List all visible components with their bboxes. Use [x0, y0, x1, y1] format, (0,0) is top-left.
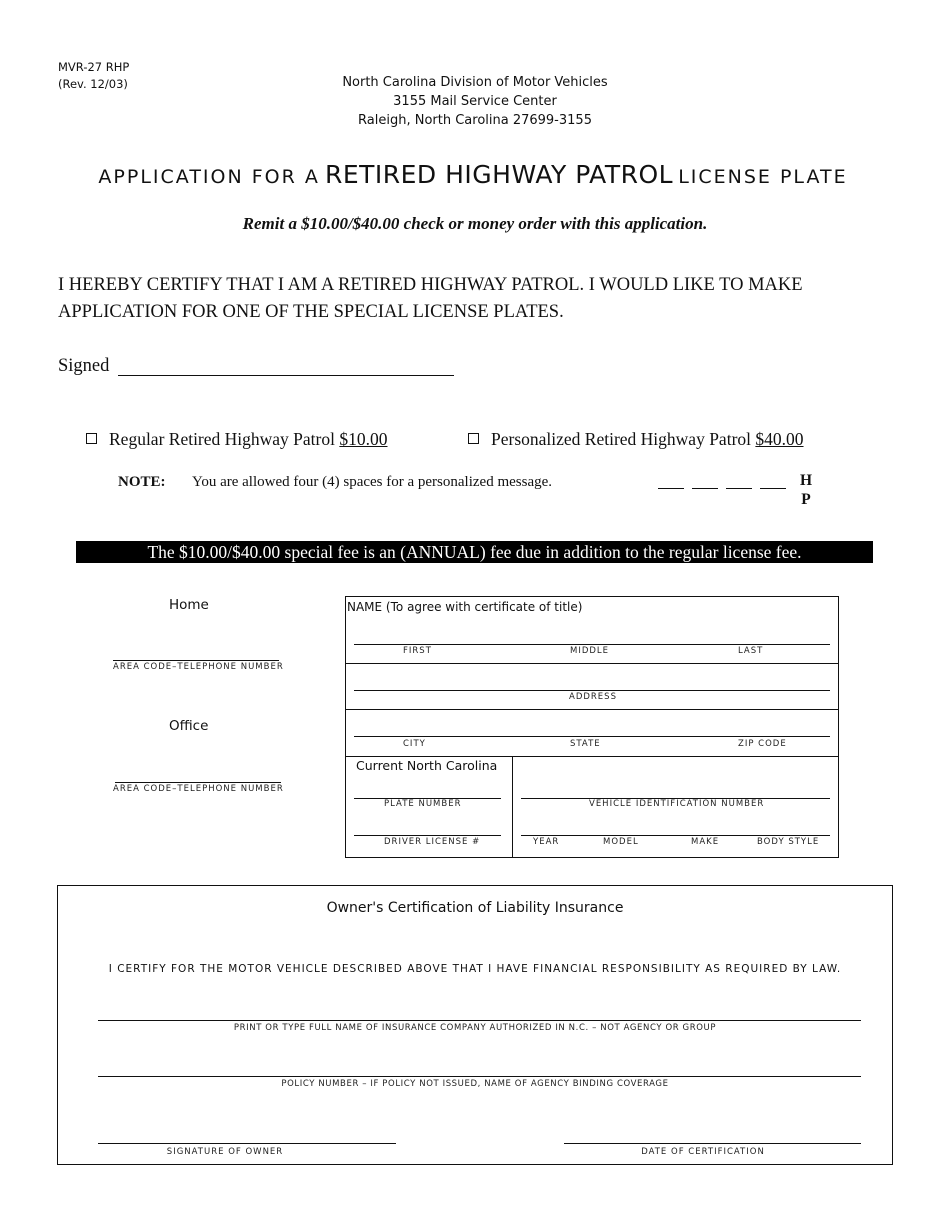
name-header: NAME (To agree with certificate of title): [347, 600, 583, 614]
address-field[interactable]: [354, 690, 830, 691]
plate-number-caption: PLATE NUMBER: [384, 799, 462, 809]
vin-caption: VEHICLE IDENTIFICATION NUMBER: [589, 799, 765, 809]
title-main: RETIRED HIGHWAY PATROL: [324, 160, 674, 189]
first-caption: FIRST: [403, 646, 432, 656]
driver-license-field[interactable]: [354, 835, 501, 836]
option-personalized-label: Personalized Retired Highway Patrol: [491, 429, 752, 449]
option-regular-label: Regular Retired Highway Patrol: [109, 429, 335, 449]
name-field[interactable]: [354, 644, 830, 645]
option-regular-price: $10.00: [339, 429, 388, 449]
note-label: NOTE:: [118, 474, 166, 490]
office-phone-label: Office: [169, 718, 209, 734]
page-title: [0, 160, 946, 189]
note-text: You are allowed four (4) spaces for a personalized message.: [192, 474, 553, 490]
divider: [345, 663, 838, 664]
vehicle-details-field[interactable]: [521, 835, 830, 836]
signature-line[interactable]: [118, 375, 454, 376]
last-caption: LAST: [738, 646, 764, 656]
option-personalized[interactable]: [468, 429, 804, 450]
checkbox-personalized[interactable]: [468, 433, 479, 444]
hp-suffix-h: H: [800, 472, 813, 489]
home-phone-caption: AREA CODE–TELEPHONE NUMBER: [113, 662, 284, 672]
state-caption: STATE: [570, 739, 601, 749]
message-space-3[interactable]: [726, 488, 752, 489]
title-post: LICENSE PLATE: [678, 166, 848, 188]
option-personalized-price: $40.00: [755, 429, 804, 449]
owner-signature-field[interactable]: [98, 1143, 396, 1144]
divider: [345, 709, 838, 710]
zip-caption: ZIP CODE: [738, 739, 787, 749]
certification-date-field[interactable]: [564, 1143, 861, 1144]
certify-statement: I HEREBY CERTIFY THAT I AM A RETIRED HIGHWAY PATROL. I WOULD LIKE TO MAKE APPLICATION FOR ONE OF THE SPECIAL LICENSE PLATES.: [58, 275, 803, 322]
message-space-1[interactable]: [658, 488, 684, 489]
policy-number-caption: POLICY NUMBER – IF POLICY NOT ISSUED, NAME OF AGENCY BINDING COVERAGE: [281, 1079, 669, 1089]
form-id: [58, 59, 129, 93]
insurance-statement: I CERTIFY FOR THE MOTOR VEHICLE DESCRIBED ABOVE THAT I HAVE FINANCIAL RESPONSIBILITY AS REQUIRED BY LAW.: [108, 963, 842, 975]
address-caption: ADDRESS: [569, 692, 617, 702]
message-space-4[interactable]: [760, 488, 786, 489]
agency-address1: 3155 Mail Service Center: [393, 94, 557, 109]
middle-caption: MIDDLE: [570, 646, 610, 656]
message-space-2[interactable]: [692, 488, 718, 489]
agency-name: North Carolina Division of Motor Vehicles: [342, 75, 608, 90]
driver-license-caption: DRIVER LICENSE #: [384, 837, 481, 847]
office-phone-caption: AREA CODE–TELEPHONE NUMBER: [113, 784, 284, 794]
remit-instruction: Remit a $10.00/$40.00 check or money order with this application.: [242, 214, 708, 233]
form-revision: (Rev. 12/03): [58, 77, 128, 91]
divider: [345, 756, 838, 757]
current-nc-label: Current North Carolina: [356, 758, 498, 773]
owner-signature-caption: SIGNATURE OF OWNER: [166, 1147, 284, 1157]
insurance-company-field[interactable]: [98, 1020, 861, 1021]
office-phone-field[interactable]: [115, 782, 281, 783]
city-caption: CITY: [403, 739, 426, 749]
option-regular[interactable]: [86, 429, 388, 450]
agency-block: [250, 73, 700, 130]
model-caption: MODEL: [603, 837, 639, 847]
hp-suffix: [800, 471, 812, 509]
fee-banner: The $10.00/$40.00 special fee is an (ANNUAL) fee due in addition to the regular license fee.: [76, 541, 873, 563]
home-phone-label: Home: [169, 597, 209, 613]
insurance-company-caption: PRINT OR TYPE FULL NAME OF INSURANCE COMPANY AUTHORIZED IN N.C. – NOT AGENCY OR GROUP: [233, 1023, 717, 1033]
insurance-title: Owner's Certification of Liability Insurance: [326, 900, 624, 916]
agency-address2: Raleigh, North Carolina 27699-3155: [358, 113, 592, 128]
policy-number-field[interactable]: [98, 1076, 861, 1077]
home-phone-field[interactable]: [113, 660, 279, 661]
form-code: MVR-27 RHP: [58, 60, 130, 74]
owner-vehicle-box: [345, 596, 839, 858]
city-state-zip-field[interactable]: [354, 736, 830, 737]
make-caption: MAKE: [691, 837, 720, 847]
signed-label: Signed: [58, 356, 110, 376]
title-pre: APPLICATION FOR A: [98, 166, 320, 188]
hp-suffix-p: P: [801, 491, 811, 508]
body-style-caption: BODY STYLE: [757, 837, 820, 847]
year-caption: YEAR: [533, 837, 560, 847]
checkbox-regular[interactable]: [86, 433, 97, 444]
divider: [512, 756, 513, 857]
certification-date-caption: DATE OF CERTIFICATION: [641, 1147, 765, 1157]
